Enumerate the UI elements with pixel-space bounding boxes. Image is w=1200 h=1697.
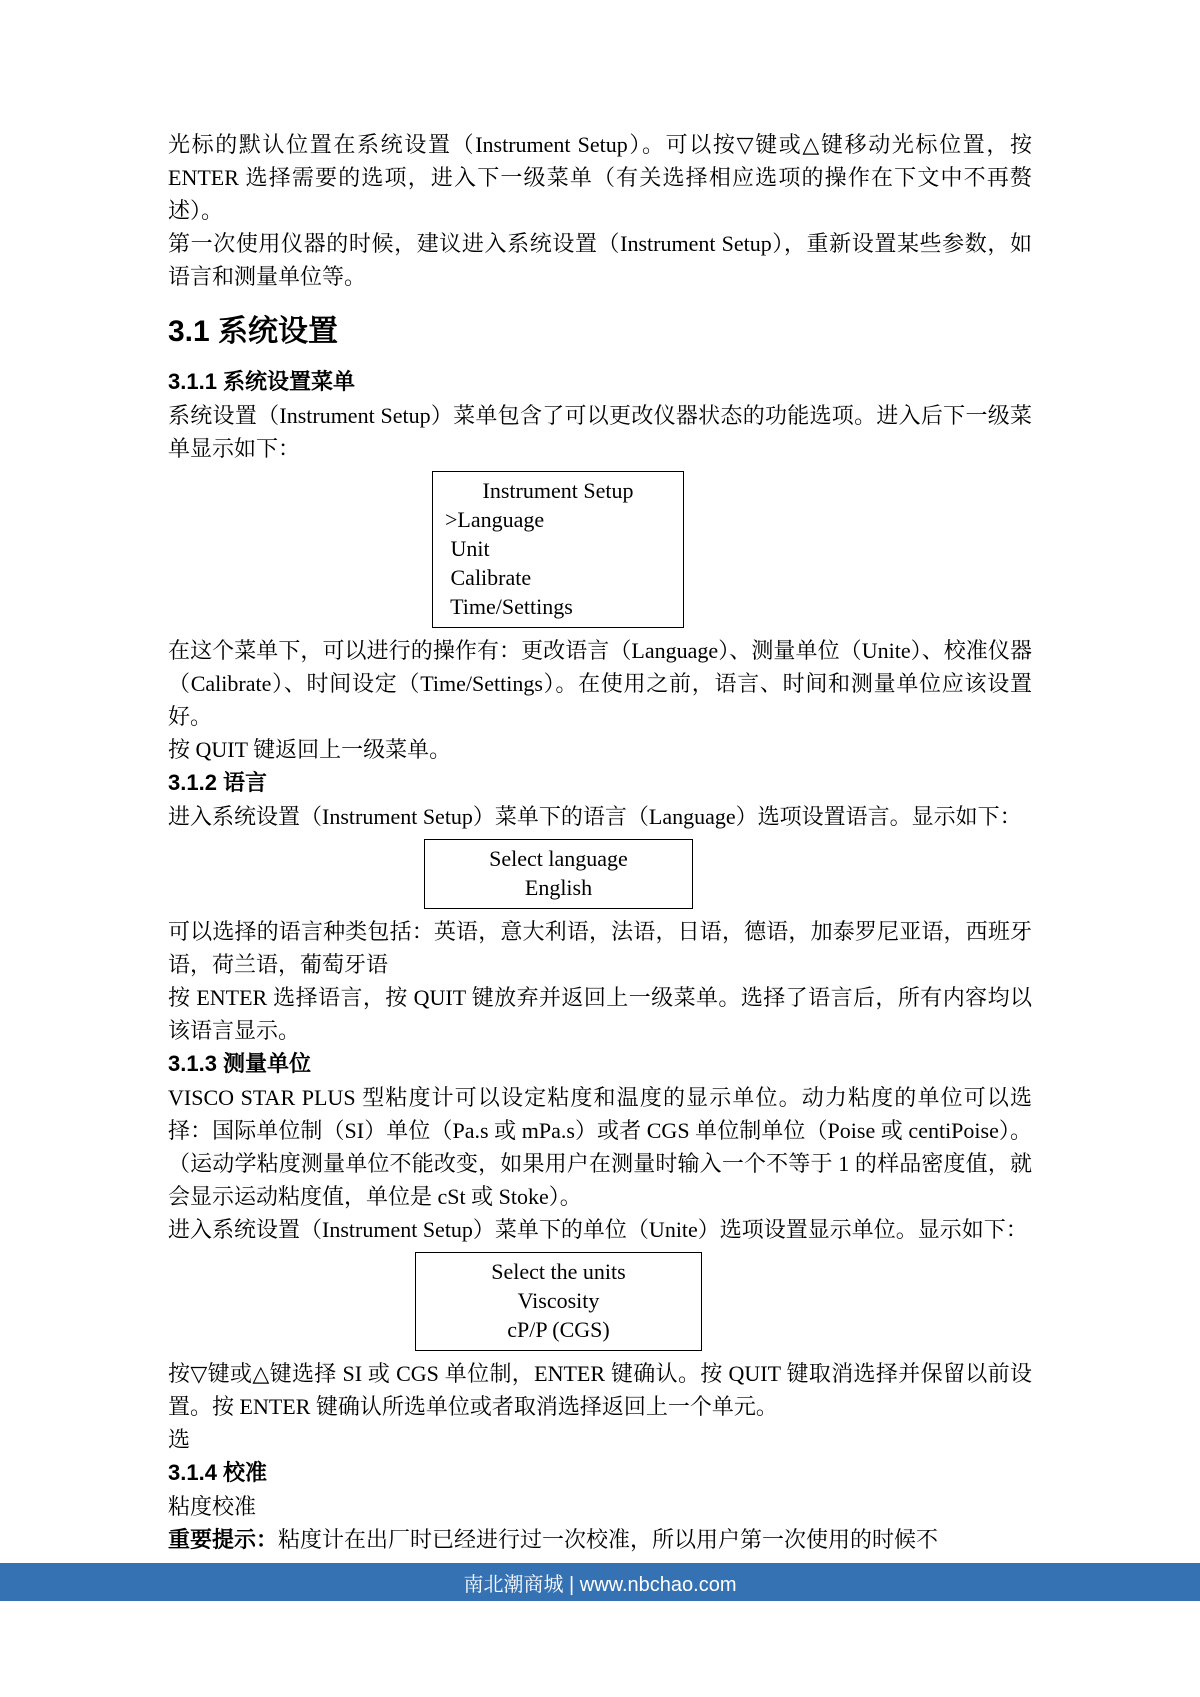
select-units-line-viscosity: Viscosity <box>517 1288 600 1313</box>
footer-watermark <box>0 1563 1200 1601</box>
paragraph-quit-note: 按 QUIT 键返回上一级菜单。 <box>168 737 452 762</box>
select-language-value: English <box>524 875 593 900</box>
paragraph-viscosity-calibration: 粘度校准 <box>168 1494 257 1519</box>
important-note-label: 重要提示： <box>168 1527 279 1552</box>
subsection-heading-3-1-1: 3.1.1 系统设置菜单 <box>168 369 356 394</box>
important-note-text: 粘度计在出厂时已经进行过一次校准，所以用户第一次使用的时候不 <box>278 1527 939 1552</box>
subsection-heading-3-1-2: 3.1.2 语言 <box>168 770 268 795</box>
paragraph-important-note <box>168 1523 1032 1556</box>
page-content <box>168 128 1032 1556</box>
subsection-heading-3-1-3: 3.1.3 测量单位 <box>168 1051 312 1076</box>
select-language-box <box>424 839 693 909</box>
select-units-box <box>415 1252 702 1351</box>
intro-paragraph-2: 第一次使用仪器的时候，建议进入系统设置（Instrument Setup），重新设置某些参数，如语言和测量单位等。 <box>168 231 1032 289</box>
paragraph-menu-operations: 在这个菜单下，可以进行的操作有：更改语言（Language）、测量单位（Unite）、校准仪器（Calibrate）、时间设定（Time/Settings）。在使用之前，语言、时间和测量单位应该设置好。 <box>168 638 1032 729</box>
paragraph-setup-menu-intro: 系统设置（Instrument Setup）菜单包含了可以更改仪器状态的功能选项。进入后下一级菜单显示如下： <box>168 403 1032 461</box>
paragraph-language-list: 可以选择的语言种类包括：英语，意大利语，法语，日语，德语，加泰罗尼亚语，西班牙语，荷兰语，葡萄牙语 <box>168 919 1032 977</box>
select-language-title: Select language <box>489 846 628 871</box>
paragraph-units-intro: 进入系统设置（Instrument Setup）菜单下的单位（Unite）选项设置显示单位。显示如下： <box>168 1217 1028 1242</box>
select-units-value: cP/P (CGS) <box>507 1317 610 1342</box>
select-units-title: Select the units <box>491 1259 626 1284</box>
menu-item-calibrate: Calibrate <box>445 565 532 590</box>
paragraph-language-intro: 进入系统设置（Instrument Setup）菜单下的语言（Language）选项设置语言。显示如下： <box>168 804 1022 829</box>
section-heading-3-1: 3.1 系统设置 <box>168 315 339 348</box>
menu-item-time-settings: Time/Settings <box>445 594 573 619</box>
instrument-setup-menu-box <box>432 471 684 628</box>
intro-paragraph-1: 光标的默认位置在系统设置（Instrument Setup）。可以按▽键或△键移动光标位置，按 ENTER 选择需要的选项，进入下一级菜单（有关选择相应选项的操作在下文中不再赘述）。 <box>168 132 1032 223</box>
menu-item-language: >Language <box>445 507 545 532</box>
menu-box-title: Instrument Setup <box>482 478 634 503</box>
footer-text: 南北潮商城 | www.nbchao.com <box>463 1573 737 1596</box>
paragraph-stray-char: 选 <box>168 1427 191 1452</box>
subsection-heading-3-1-4: 3.1.4 校准 <box>168 1460 268 1485</box>
menu-item-unit: Unit <box>445 536 490 561</box>
paragraph-language-confirm: 按 ENTER 选择语言，按 QUIT 键放弃并返回上一级菜单。选择了语言后，所有内容均以该语言显示。 <box>168 985 1032 1043</box>
paragraph-units-description: VISCO STAR PLUS 型粘度计可以设定粘度和温度的显示单位。动力粘度的单位可以选择：国际单位制（SI）单位（Pa.s 或 mPa.s）或者 CGS 单位制单位（Poise 或 centiPoise）。（运动学粘度测量单位不能改变，如果用户在测量时输入一个不等于 1 的样品密度值，就会显示运动粘度值，单位是 cSt 或 Stoke）。 <box>168 1085 1032 1209</box>
paragraph-units-confirm: 按▽键或△键选择 SI 或 CGS 单位制，ENTER 键确认。按 QUIT 键取消选择并保留以前设置。按 ENTER 键确认所选单位或者取消选择返回上一个单元。 <box>168 1361 1032 1419</box>
